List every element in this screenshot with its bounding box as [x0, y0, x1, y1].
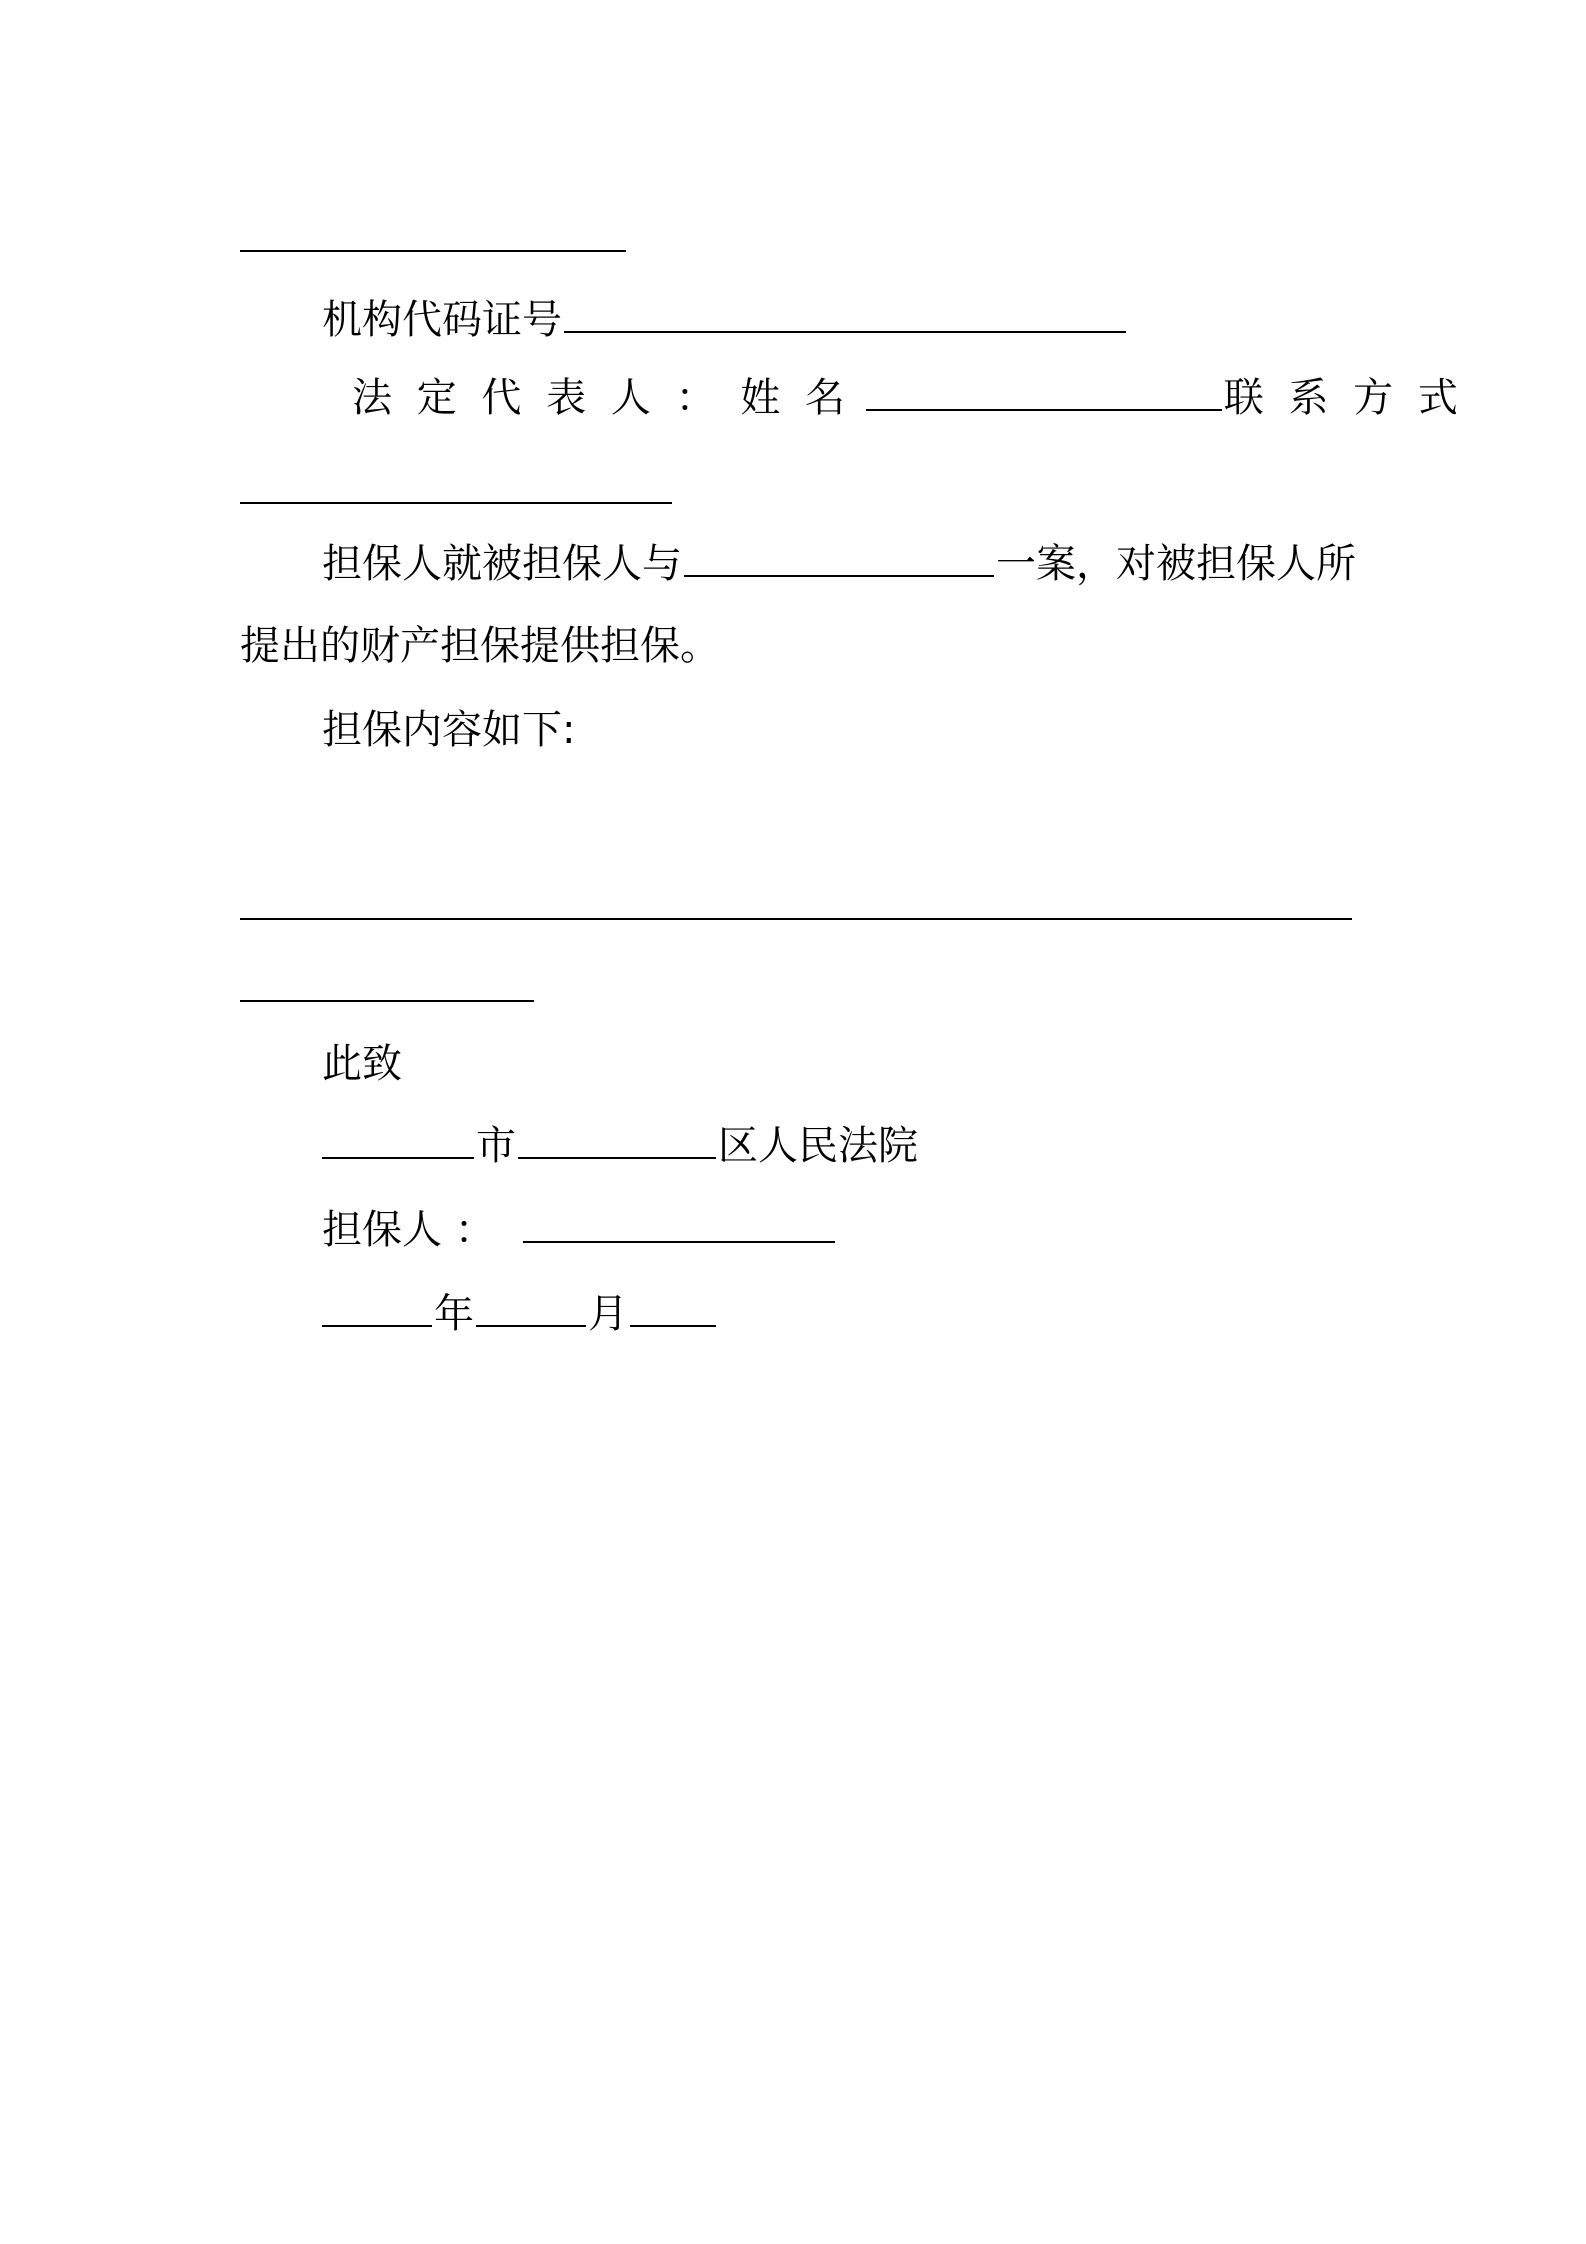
org-code-label: 机构代码证号: [322, 297, 562, 343]
content-blank-line-1: [240, 918, 1352, 920]
guarantor-text-c: 提出的财产担保提供担保。: [240, 623, 720, 669]
guarantor-statement-line: [322, 540, 1356, 588]
content-blank-line-2: [240, 1000, 534, 1002]
year-label: 年: [434, 1291, 474, 1337]
contact-blank-line: [240, 502, 672, 504]
court-suffix: 区人民法院: [718, 1123, 918, 1169]
district-blank[interactable]: [518, 1123, 716, 1159]
month-blank[interactable]: [476, 1291, 586, 1327]
day-blank[interactable]: [630, 1291, 716, 1327]
guarantor-signature-blank[interactable]: [523, 1207, 835, 1243]
guarantor-text-b: 一案，对被担保人所: [996, 541, 1356, 587]
org-code-line: [322, 296, 1128, 344]
org-code-blank[interactable]: [564, 297, 1126, 333]
guarantor-text-a: 担保人就被担保人与: [322, 541, 682, 587]
guarantor-statement-line-2: [240, 622, 720, 670]
legal-rep-label: 法 定 代 表 人 ： 姓 名: [352, 375, 852, 421]
month-label: 月: [588, 1291, 628, 1337]
legal-rep-name-blank[interactable]: [866, 375, 1222, 411]
case-party-blank[interactable]: [684, 541, 994, 577]
guarantor-signature-line: [322, 1206, 837, 1254]
salutation-line: [322, 1040, 402, 1088]
date-line: [322, 1290, 718, 1338]
salutation: 此致: [322, 1041, 402, 1087]
content-label-line: [322, 706, 575, 754]
contact-label: 联 系 方 式: [1223, 375, 1464, 421]
guarantor-label: 担保人 ：: [322, 1207, 495, 1253]
court-line: [322, 1122, 918, 1170]
city-blank[interactable]: [322, 1123, 474, 1159]
city-suffix: 市: [476, 1123, 516, 1169]
year-blank[interactable]: [322, 1291, 432, 1327]
blank-line-top: [240, 250, 626, 252]
content-label: 担保内容如下:: [322, 707, 576, 753]
legal-rep-line: [352, 374, 1464, 422]
